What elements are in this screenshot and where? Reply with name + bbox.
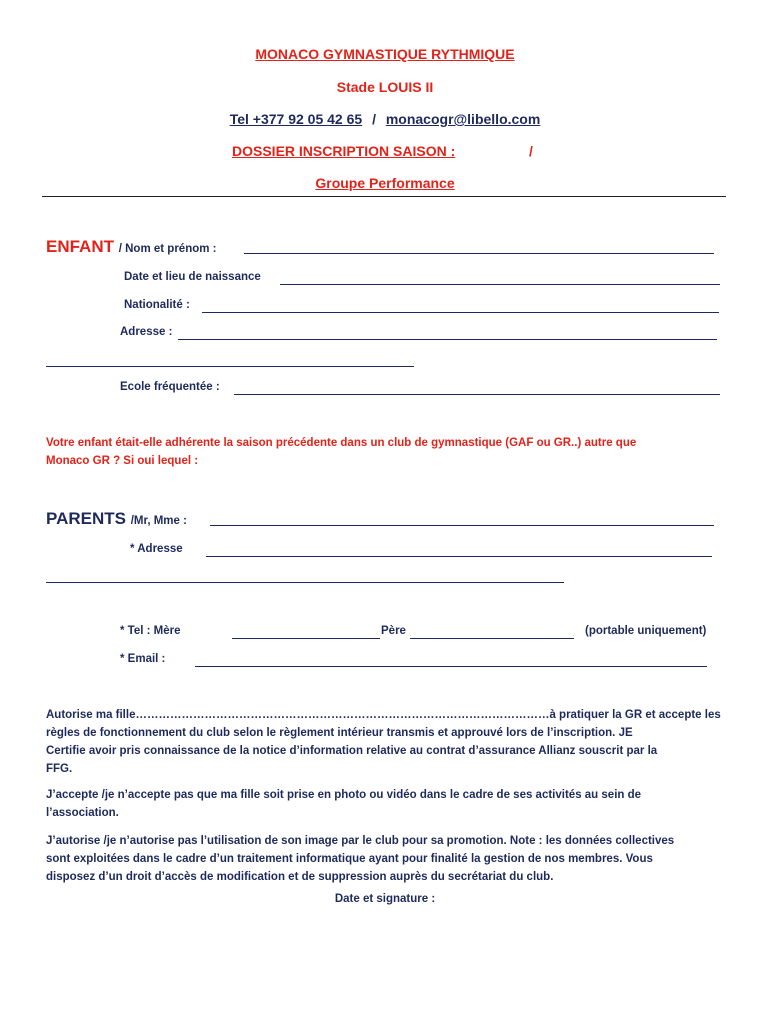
- birth-field[interactable]: [280, 284, 720, 285]
- birth-label: Date et lieu de naissance: [124, 271, 261, 283]
- parents-section-title: PARENTS: [46, 509, 126, 528]
- dossier-title: [232, 143, 467, 159]
- father-phone-field[interactable]: [410, 638, 574, 639]
- image-consent-line: disposez d’un droit d’accès de modification et de suppression auprès du secrétariat du club.: [46, 871, 554, 883]
- venue: Stade LOUIS II: [336, 79, 434, 95]
- tel-mother-label: * Tel : Mère: [120, 625, 181, 637]
- authorization-line: règles de fonctionnement du club selon le règlement intérieur transmis et approuvé lors de l’inscription. JE: [46, 727, 633, 739]
- image-consent-line: J’autorise /je n’autorise pas l’utilisation de son image par le club pour sa promotion. Note : les données collectives: [46, 835, 675, 847]
- group-title: Groupe Performance: [315, 175, 455, 191]
- image-consent-paragraph: [46, 832, 726, 886]
- question-line-2: Monaco GR ? Si oui lequel :: [46, 455, 199, 467]
- child-address-label: Adresse :: [120, 326, 173, 338]
- contact-line: [0, 111, 770, 127]
- image-consent-line: sont exploitées dans le cadre d’un traitement informatique ayant pour finalité la gestion de nos membres. Vous: [46, 853, 653, 865]
- child-name-label: / Nom et prénom :: [118, 243, 217, 255]
- phone-number: Tel +377 92 05 42 65: [229, 111, 363, 127]
- photo-consent-paragraph: [46, 786, 726, 822]
- parents-name-label: /Mr, Mme :: [130, 515, 187, 527]
- contact-separator: /: [372, 111, 376, 127]
- authorization-line: Certifie avoir pris connaissance de la notice d’information relative au contrat d’assurance Allianz souscrit par la: [46, 745, 658, 757]
- club-title: MONACO GYMNASTIQUE RYTHMIQUE: [255, 46, 515, 62]
- authorization-line: Autorise ma fille………………………………………………………………………………………………à pratiquer la GR et accepte les: [46, 709, 721, 721]
- father-label: Père: [381, 625, 406, 637]
- authorization-paragraph: [46, 706, 726, 778]
- parents-email-field[interactable]: [195, 666, 707, 667]
- mobile-note: (portable uniquement): [585, 625, 707, 637]
- school-label: Ecole fréquentée :: [120, 381, 220, 393]
- parents-address-field-2[interactable]: [46, 582, 564, 583]
- email-link[interactable]: monacogr@libello.com: [385, 111, 541, 127]
- season-slash: /: [529, 143, 533, 159]
- child-address-field[interactable]: [178, 339, 717, 340]
- question-line-1: Votre enfant était-elle adhérente la saison précédente dans un club de gymnastique (GAF ou GR..) autre que: [46, 437, 637, 449]
- parents-address-label: * Adresse: [130, 543, 183, 555]
- parents-email-label: * Email :: [120, 653, 166, 665]
- signature-label: Date et signature :: [334, 893, 436, 905]
- photo-consent-line: l’association.: [46, 807, 119, 819]
- child-name-field[interactable]: [244, 253, 714, 254]
- dossier-label: DOSSIER INSCRIPTION SAISON :: [232, 143, 456, 159]
- authorization-line: FFG.: [46, 763, 73, 775]
- child-section-title: ENFANT: [46, 237, 114, 256]
- photo-consent-line: J’accepte /je n’accepte pas que ma fille soit prise en photo ou vidéo dans le cadre de ses activités au sein de: [46, 789, 642, 801]
- mother-phone-field[interactable]: [232, 638, 380, 639]
- parents-name-field[interactable]: [210, 525, 714, 526]
- parents-address-field[interactable]: [206, 556, 712, 557]
- parents-section: [46, 509, 187, 529]
- school-field[interactable]: [234, 394, 720, 395]
- child-address-field-2[interactable]: [46, 366, 414, 367]
- header-divider: [42, 196, 726, 197]
- child-section: [46, 237, 217, 257]
- nationality-field[interactable]: [202, 312, 719, 313]
- nationality-label: Nationalité :: [124, 299, 190, 311]
- previous-club-question: [46, 434, 726, 470]
